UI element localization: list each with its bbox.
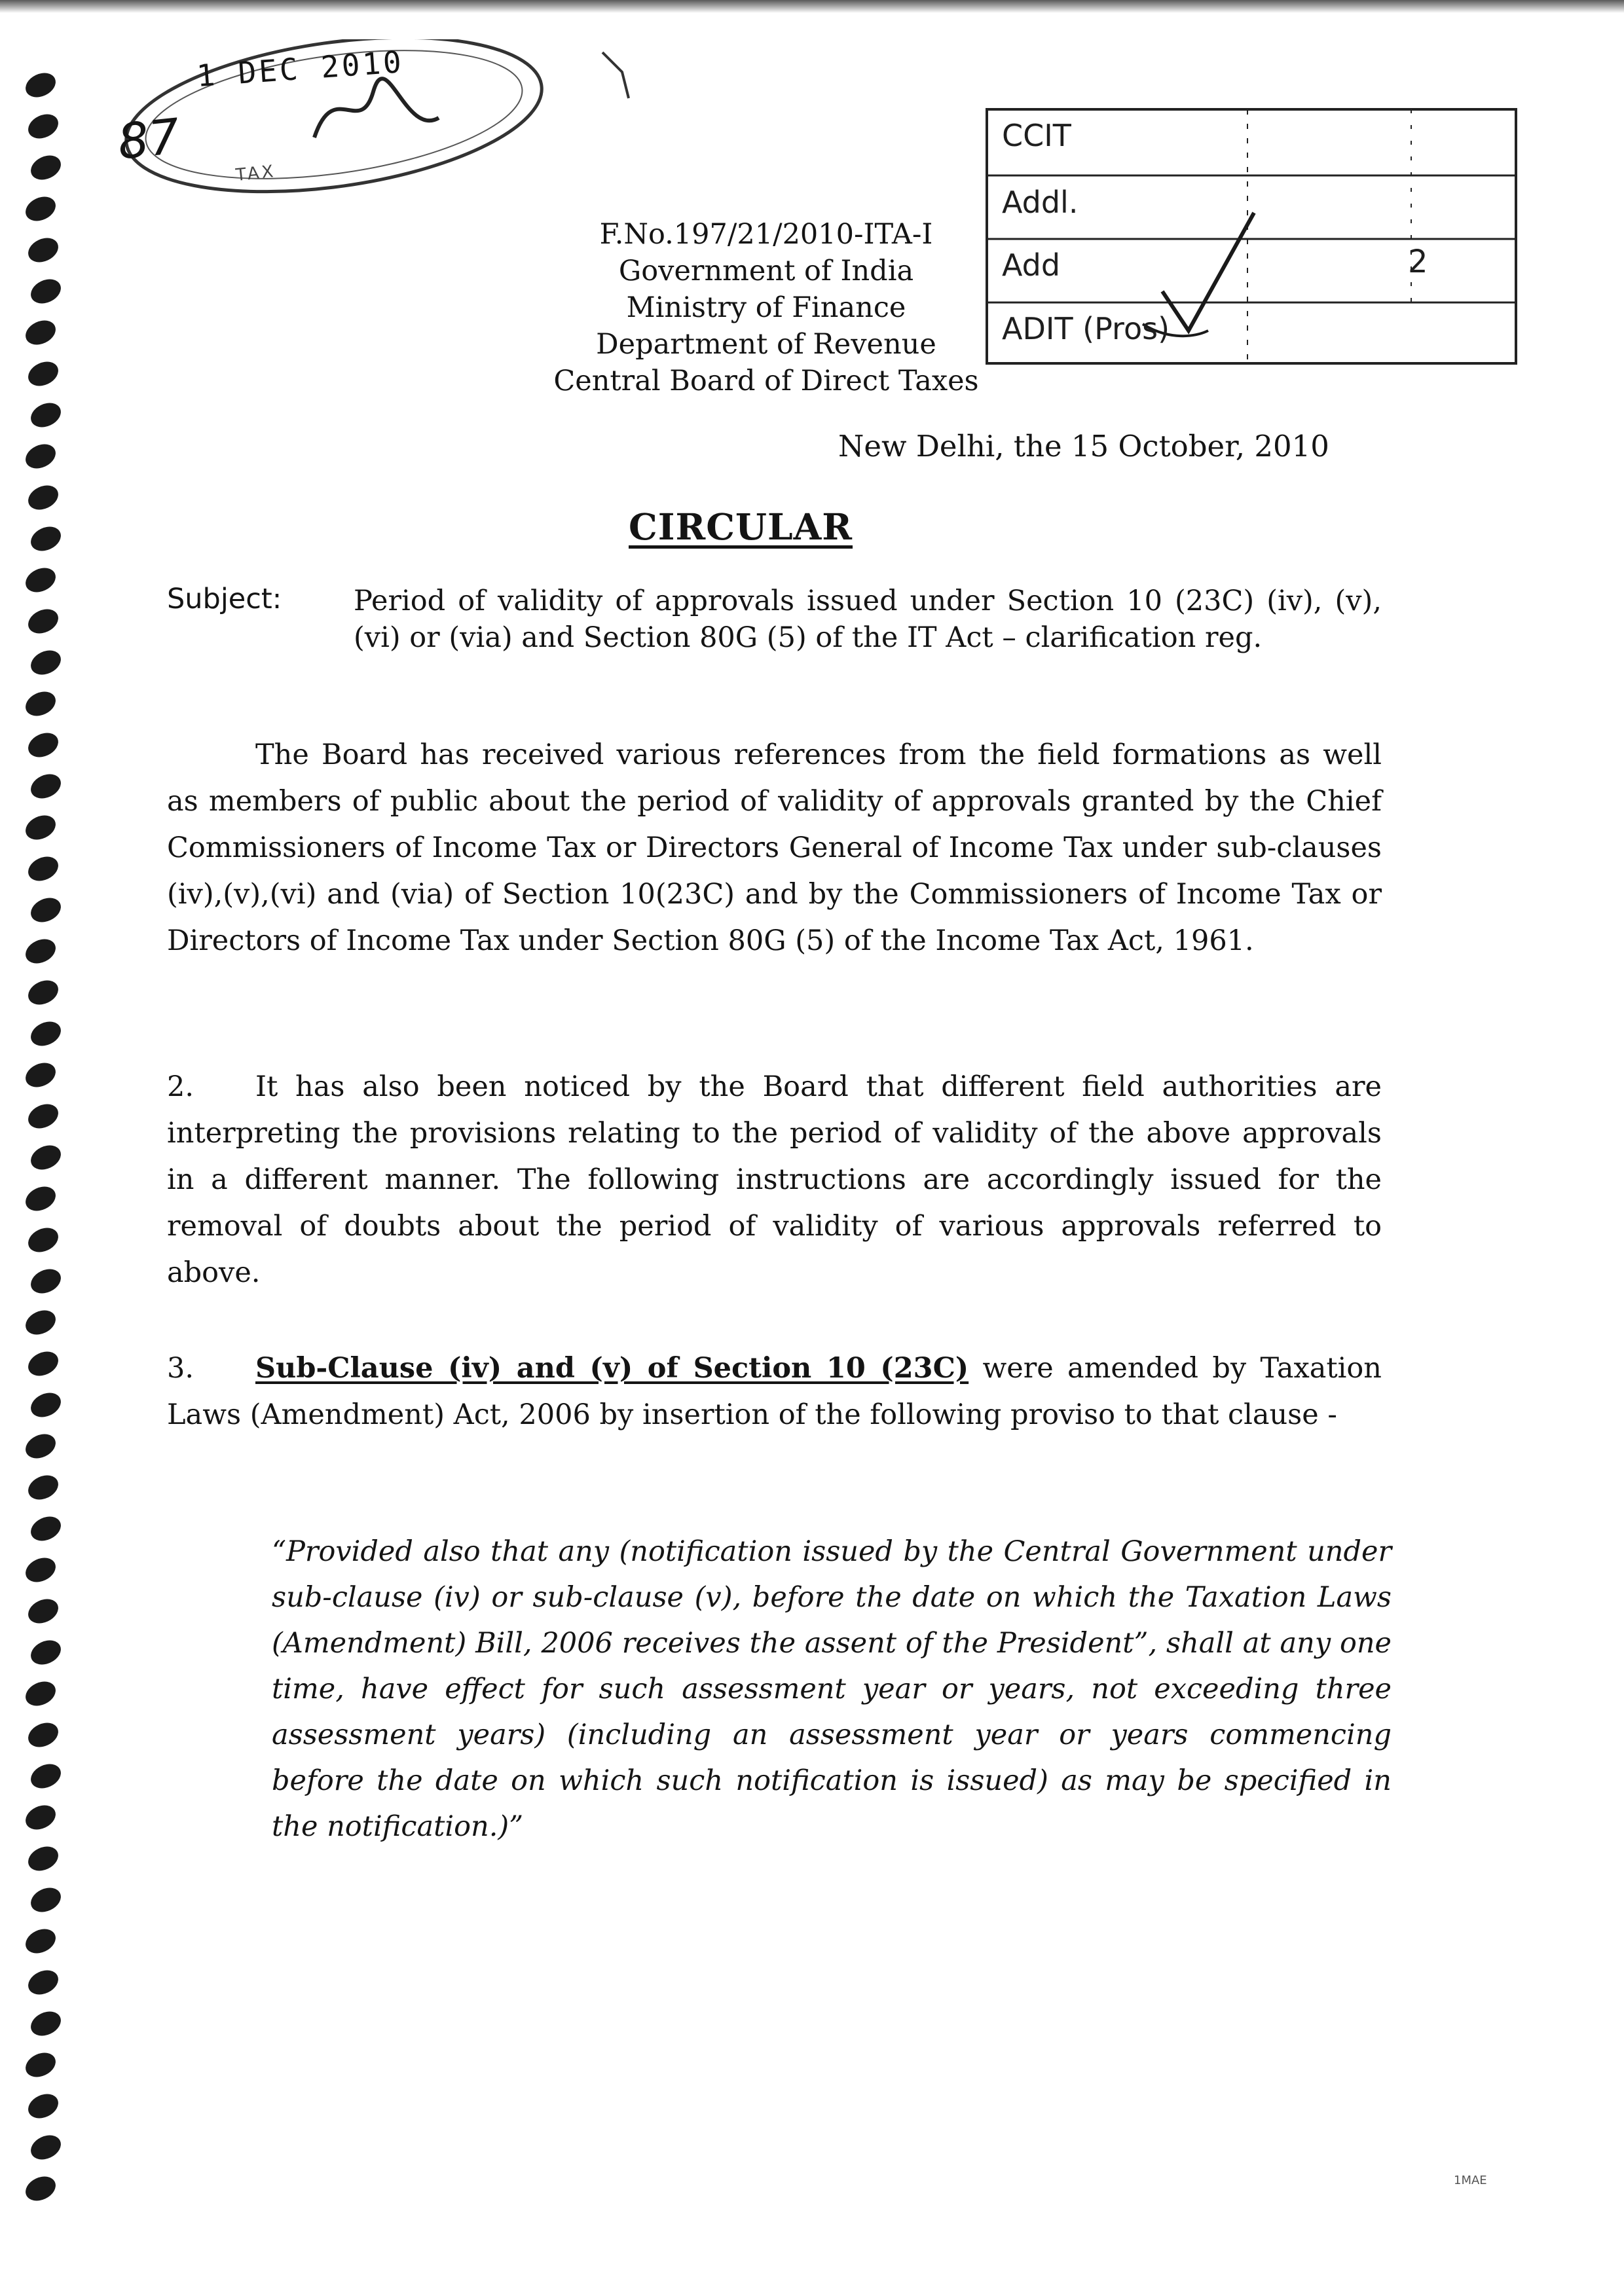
binding-hole <box>24 1718 62 1751</box>
binding-hole <box>22 1677 60 1710</box>
header-line-department: Department of Revenue <box>596 328 936 361</box>
binding-hole <box>27 151 65 184</box>
binding-hole <box>22 1182 60 1215</box>
header-line-government: Government of India <box>618 255 914 287</box>
binding-hole <box>22 1305 60 1339</box>
binding-hole <box>22 2048 60 2081</box>
binding-hole <box>27 1635 65 1669</box>
binding-hole <box>22 2172 60 2205</box>
date-line: New Delhi, the 15 October, 2010 <box>838 429 1329 464</box>
binding-hole <box>24 1594 62 1628</box>
binding-hole <box>22 1924 60 1958</box>
scan-top-edge <box>0 0 1624 13</box>
binding-hole <box>22 1553 60 1586</box>
binding-hole <box>24 975 62 1009</box>
file-number: F.No.197/21/2010-ITA-I <box>599 218 933 251</box>
routing-mark: 2 <box>1408 244 1428 280</box>
binding-hole <box>27 769 65 803</box>
binding-hole <box>24 357 62 390</box>
subject-text: Period of validity of approvals issued under Section 10 (23C) (iv), (v), (vi) or (via) and Section 80G (5) of the IT Act – clarification reg. <box>354 585 1382 654</box>
binding-hole <box>24 1099 62 1133</box>
binding-hole <box>27 274 65 308</box>
paragraph-3 <box>167 1345 1382 1438</box>
binding-hole <box>22 439 60 473</box>
binding-hole <box>24 1470 62 1504</box>
document-title: CIRCULAR <box>629 505 853 548</box>
binding-hole <box>22 563 60 596</box>
paragraph-3-number: 3. <box>167 1352 194 1385</box>
binding-hole <box>22 1800 60 1834</box>
pen-mark <box>596 46 635 105</box>
binding-hole <box>27 398 65 431</box>
binding-holes <box>0 65 72 2246</box>
footer-mark: 1MAE <box>1454 2174 1487 2187</box>
binding-hole <box>24 1965 62 1999</box>
stamp-number: 87 <box>115 108 183 171</box>
binding-hole <box>22 192 60 225</box>
binding-hole <box>27 1140 65 1174</box>
binding-hole <box>27 1512 65 1545</box>
routing-row-addl: Addl. <box>1002 185 1079 220</box>
binding-hole <box>24 1223 62 1256</box>
proviso-quote: “Provided also that any (notification issued by the Central Government under sub-clause (iv) or sub-clause (v), before the date on which the Taxation Laws (Amendment) Bill, 2006 receives the assent of the President”, shall at any one time, have effect for such assessment year or years, not exceeding three assessment years) (including an assessment year or years commencing before the date on which such notification is issued) as may be specified in the notification.)” <box>272 1535 1392 1843</box>
binding-hole <box>24 728 62 761</box>
binding-hole <box>24 481 62 514</box>
binding-hole <box>22 316 60 349</box>
binding-hole <box>24 604 62 638</box>
binding-hole <box>24 2089 62 2123</box>
binding-hole <box>27 1264 65 1298</box>
paragraph-1: The Board has received various references from the field formations as well as members of public about the period of validity of approvals granted by the Chief Commissioners of Income Tax or Directors General of Income Tax under sub-clauses (iv),(v),(vi) and (via) of Section 10(23C) and by the Commissioners of Income Tax or Directors of Income Tax under Section 80G (5) of the Income Tax Act, 1961. <box>167 738 1382 957</box>
routing-row-ccit: CCIT <box>1002 118 1071 153</box>
binding-hole <box>27 1759 65 1793</box>
binding-hole <box>22 68 60 101</box>
binding-hole <box>24 852 62 885</box>
binding-hole <box>27 646 65 679</box>
binding-hole <box>27 1388 65 1421</box>
header-block <box>511 216 1022 399</box>
binding-hole <box>22 1429 60 1463</box>
binding-hole <box>22 1058 60 1091</box>
paragraph-3-heading: Sub-Clause (iv) and (v) of Section 10 (23C) <box>255 1352 969 1385</box>
header-line-board: Central Board of Direct Taxes <box>553 365 979 397</box>
binding-hole <box>27 522 65 555</box>
binding-hole <box>22 934 60 968</box>
binding-hole <box>27 893 65 926</box>
paragraph-2-text: It has also been noticed by the Board that different field authorities are interpreting the provisions relating to the period of validity of the above approvals in a different manner. The following instructions are accordingly issued for the removal of doubts about the period of validity of various approvals referred to above. <box>167 1070 1382 1289</box>
binding-hole <box>27 2130 65 2164</box>
binding-hole <box>24 109 62 143</box>
header-line-ministry: Ministry of Finance <box>626 291 906 324</box>
subject-label: Subject: <box>167 583 282 615</box>
paragraph-3-text: were amended by Taxation Laws (Amendment) Act, 2006 by insertion of the following proviso to that clause - <box>167 1352 1382 1431</box>
binding-hole <box>22 687 60 720</box>
binding-hole <box>24 1842 62 1875</box>
stamp-text: TAX <box>234 161 277 186</box>
binding-hole <box>22 811 60 844</box>
binding-hole <box>27 1017 65 1050</box>
paragraph-2 <box>167 1064 1382 1296</box>
paragraph-2-number: 2. <box>167 1070 194 1103</box>
routing-row-adit: ADIT (Pros) <box>1002 311 1170 346</box>
binding-hole <box>27 1883 65 1916</box>
binding-hole <box>27 2007 65 2040</box>
binding-hole <box>24 1347 62 1380</box>
stamp-date: 1 DEC 2010 <box>195 44 405 94</box>
routing-row-add: Add <box>1002 247 1061 283</box>
binding-hole <box>24 233 62 266</box>
